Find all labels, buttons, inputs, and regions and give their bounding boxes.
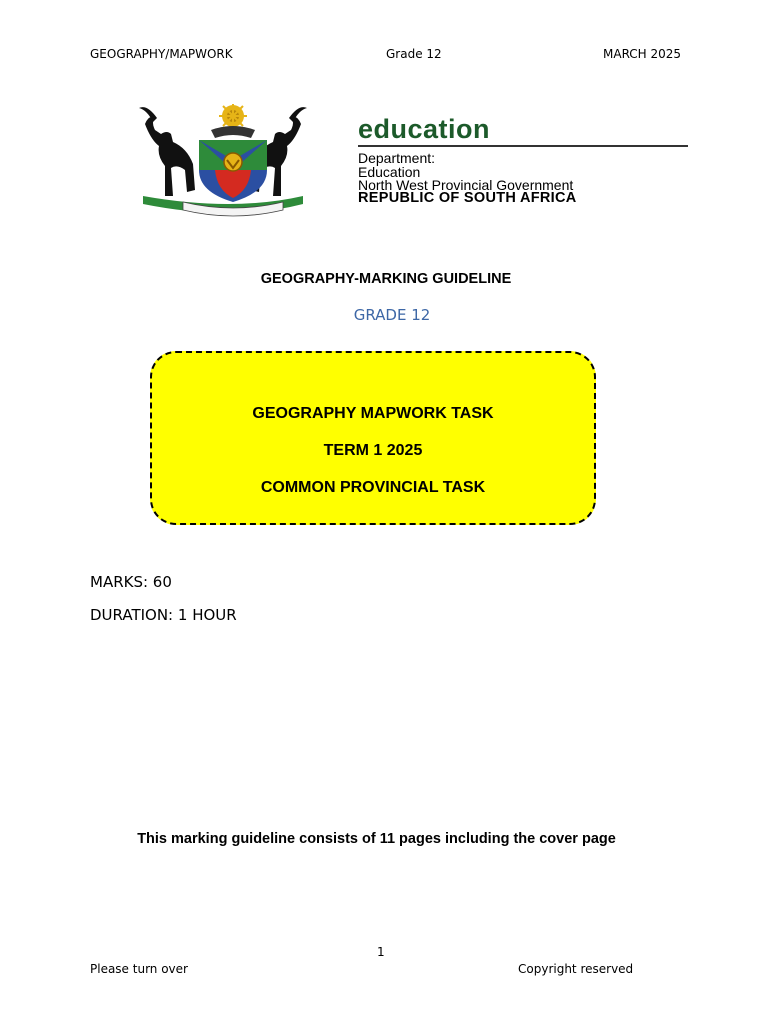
page-number: 1 [377, 945, 385, 959]
duration-label: DURATION: 1 HOUR [90, 606, 237, 624]
task-box-line-1: GEOGRAPHY MAPWORK TASK [252, 405, 494, 422]
coat-of-arms-icon [137, 104, 309, 220]
document-grade: GRADE 12 [353, 306, 431, 324]
logo-republic-line: REPUBLIC OF SOUTH AFRICA [358, 190, 577, 206]
education-wordmark: education [358, 114, 491, 144]
footer-copyright: Copyright reserved [518, 962, 634, 976]
logo-department-line: Department: [358, 150, 436, 166]
logo-education-line: Education [358, 164, 421, 180]
department-logo [137, 104, 689, 220]
pages-note: This marking guideline consists of 11 pages including the cover page [137, 831, 616, 847]
logo-government-line: North West Provincial Government [358, 177, 574, 193]
task-box-line-3: COMMON PROVINCIAL TASK [260, 479, 486, 496]
marks-label: MARKS: 60 [90, 573, 172, 591]
task-box-line-2: TERM 1 2025 [323, 442, 423, 459]
task-box [150, 351, 596, 525]
footer-turn-over: Please turn over [90, 962, 188, 976]
logo-divider [358, 145, 688, 147]
header-date: MARCH 2025 [603, 47, 682, 61]
document-title: GEOGRAPHY-MARKING GUIDELINE [260, 271, 512, 287]
header-subject: GEOGRAPHY/MAPWORK [90, 47, 233, 61]
header-grade: Grade 12 [386, 47, 442, 61]
